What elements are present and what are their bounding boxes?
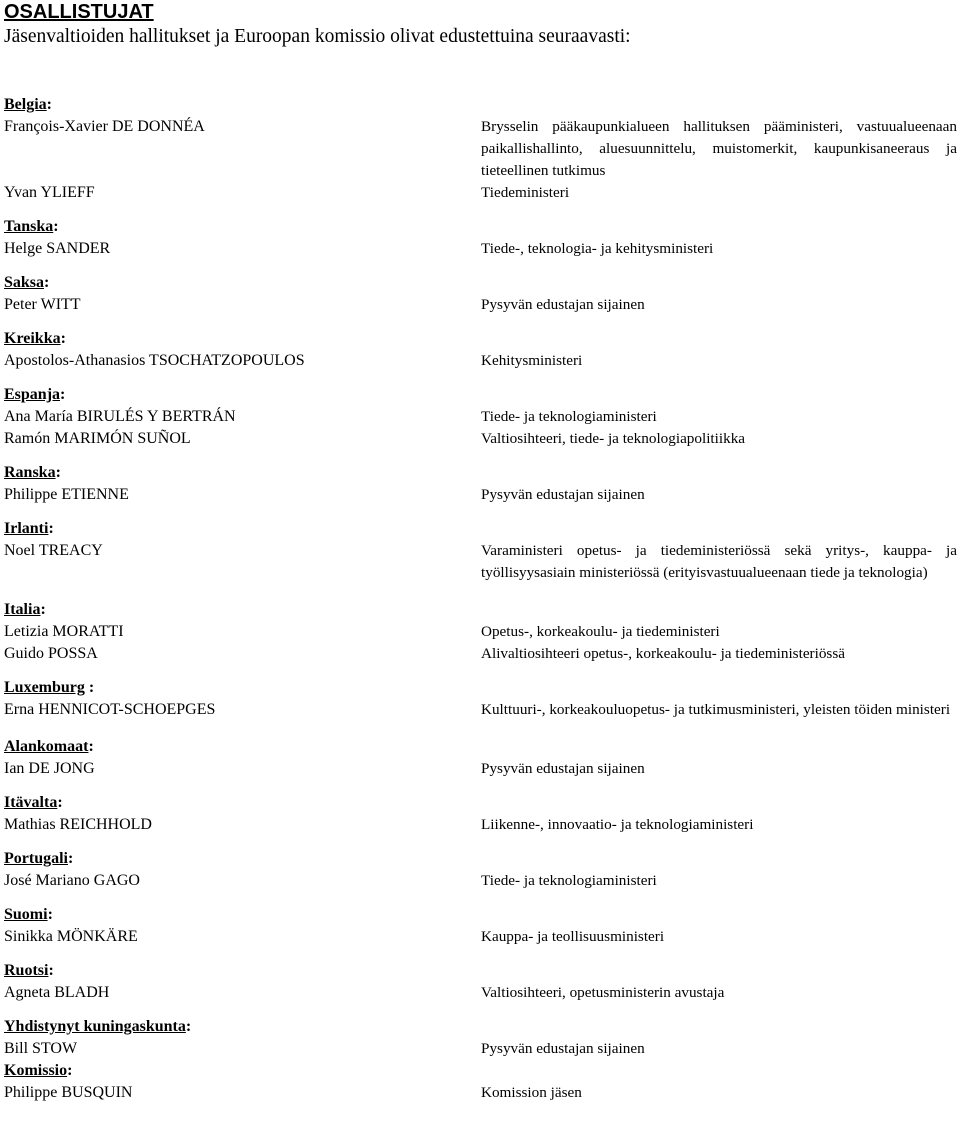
country-name: Ranska [4,464,56,481]
member-row [4,1038,956,1060]
delegation-group [4,848,956,892]
member-role: Opetus-, korkeakoulu- ja tiedeministeri [481,623,720,640]
delegation-group [4,272,956,316]
member-role: Komission jäsen [481,1084,582,1101]
delegation-group [4,518,956,584]
member-name: Helge SANDER [4,240,111,257]
participants-document [4,0,956,1104]
member-row [4,926,956,948]
member-row [4,116,956,182]
intro-text: Jäsenvaltioiden hallitukset ja Euroopan komissio olivat edustettuina seuraavasti: [4,26,631,47]
country-colon: : [88,738,94,755]
country-label [4,736,956,758]
member-name: Philippe ETIENNE [4,486,129,503]
member-role: Pysyvän edustajan sijainen [481,486,645,503]
member-row [4,484,956,506]
member-role: Valtiosihteeri, opetusministerin avustaja [481,984,725,1001]
member-name: Agneta BLADH [4,984,110,1001]
member-name: Letizia MORATTI [4,623,124,640]
member-row [4,406,956,428]
country-label [4,677,956,699]
country-label [4,1060,956,1082]
country-label [4,848,956,870]
member-name: Ramón MARIMÓN SUÑOL [4,430,191,447]
country-name: Saksa [4,274,45,291]
delegation-group [4,384,956,450]
delegation-group [4,1016,956,1060]
country-colon: : [47,906,53,923]
delegation-group [4,216,956,260]
member-role: Alivaltiosihteeri opetus-, korkeakoulu- ja tiedeministeriössä [481,645,845,662]
delegation-group [4,328,956,372]
country-name: Espanja [4,386,61,403]
member-row [4,699,956,721]
delegation-group [4,677,956,721]
member-role: Kauppa- ja teollisuusministeri [481,928,665,945]
member-row [4,350,956,372]
country-colon: : [48,962,54,979]
country-label [4,518,956,540]
member-row [4,870,956,892]
country-label [4,216,956,238]
member-role: Varaministeri opetus- ja tiedeministeriössä sekä yritys-, kauppa- ja työllisyysasiain ministeriössä (erityisvastuualueenaan tiede ja teknologia) [481,542,957,581]
country-label [4,1016,956,1038]
member-role: Tiede- ja teknologiaministeri [481,872,657,889]
member-name: Peter WITT [4,296,81,313]
country-colon: : [84,679,95,696]
member-name: Ana María BIRULÉS Y BERTRÁN [4,408,236,425]
country-colon: : [57,794,63,811]
member-row [4,643,956,665]
member-name: Apostolos-Athanasios TSOCHATZOPOULOS [4,352,305,369]
member-row [4,1082,956,1104]
country-name: Alankomaat [4,738,89,755]
country-name: Kreikka [4,330,61,347]
country-colon: : [40,601,46,618]
delegation-group [4,792,956,836]
country-colon: : [53,218,59,235]
country-label [4,272,956,294]
country-name: Tanska [4,218,54,235]
member-role: Tiede-, teknologia- ja kehitysministeri [481,240,714,257]
delegation-group [4,960,956,1004]
country-name: Itävalta [4,794,58,811]
page-title: OSALLISTUJAT [4,1,154,23]
delegation-group [4,1060,956,1104]
country-name: Belgia [4,96,47,113]
country-label [4,960,956,982]
country-colon: : [60,330,66,347]
member-name: Guido POSSA [4,645,98,662]
country-colon: : [185,1018,192,1035]
member-role: Pysyvän edustajan sijainen [481,760,645,777]
delegation-group [4,599,956,665]
delegation-group [4,736,956,780]
country-name: Portugali [4,850,68,867]
country-name: Komissio [4,1062,68,1079]
member-row [4,238,956,260]
country-name: Yhdistynyt kuningaskunta [4,1018,186,1035]
delegations-list [4,94,956,1104]
country-colon: : [55,464,61,481]
member-role: Pysyvän edustajan sijainen [481,1040,645,1057]
country-label [4,792,956,814]
country-label [4,384,956,406]
member-row [4,540,956,584]
country-name: Suomi [4,906,48,923]
country-name: Luxemburg [4,679,85,696]
country-colon: : [44,274,50,291]
member-row [4,621,956,643]
member-name: Noel TREACY [4,542,103,559]
member-row [4,758,956,780]
delegation-group [4,462,956,506]
delegation-group [4,904,956,948]
member-name: Philippe BUSQUIN [4,1084,133,1101]
member-row [4,814,956,836]
country-colon: : [68,850,74,867]
country-label [4,462,956,484]
member-name: José Mariano GAGO [4,872,140,889]
member-role: Tiedeministeri [481,184,570,201]
member-role: Valtiosihteeri, tiede- ja teknologiapolitiikka [481,430,746,447]
member-role: Pysyvän edustajan sijainen [481,296,645,313]
country-colon: : [60,386,66,403]
member-role: Kulttuuri-, korkeakouluopetus- ja tutkimusministeri, yleisten töiden ministeri [481,701,951,718]
member-role: Liikenne-, innovaatio- ja teknologiaministeri [481,816,754,833]
country-colon: : [46,96,52,113]
country-label [4,328,956,350]
country-name: Irlanti [4,520,49,537]
member-role: Brysselin pääkaupunkialueen hallituksen pääministeri, vastuualueenaan paikallishallinto, aluesuunnittelu, muistomerkit, kaupunkisaneeraus ja tieteellinen tutkimus [481,118,957,179]
member-name: François-Xavier DE DONNÉA [4,118,205,135]
member-name: Ian DE JONG [4,760,95,777]
delegation-group [4,94,956,204]
country-label [4,94,956,116]
country-colon: : [48,520,54,537]
member-name: Yvan YLIEFF [4,184,95,201]
member-row [4,428,956,450]
member-role: Tiede- ja teknologiaministeri [481,408,657,425]
country-colon: : [67,1062,73,1079]
member-row [4,982,956,1004]
member-role: Kehitysministeri [481,352,583,369]
country-label [4,599,956,621]
country-name: Italia [4,601,41,618]
member-name: Bill STOW [4,1040,78,1057]
country-name: Ruotsi [4,962,49,979]
member-name: Sinikka MÖNKÄRE [4,928,138,945]
member-name: Mathias REICHHOLD [4,816,152,833]
member-row [4,294,956,316]
member-name: Erna HENNICOT-SCHOEPGES [4,701,216,718]
country-label [4,904,956,926]
member-row [4,182,956,204]
